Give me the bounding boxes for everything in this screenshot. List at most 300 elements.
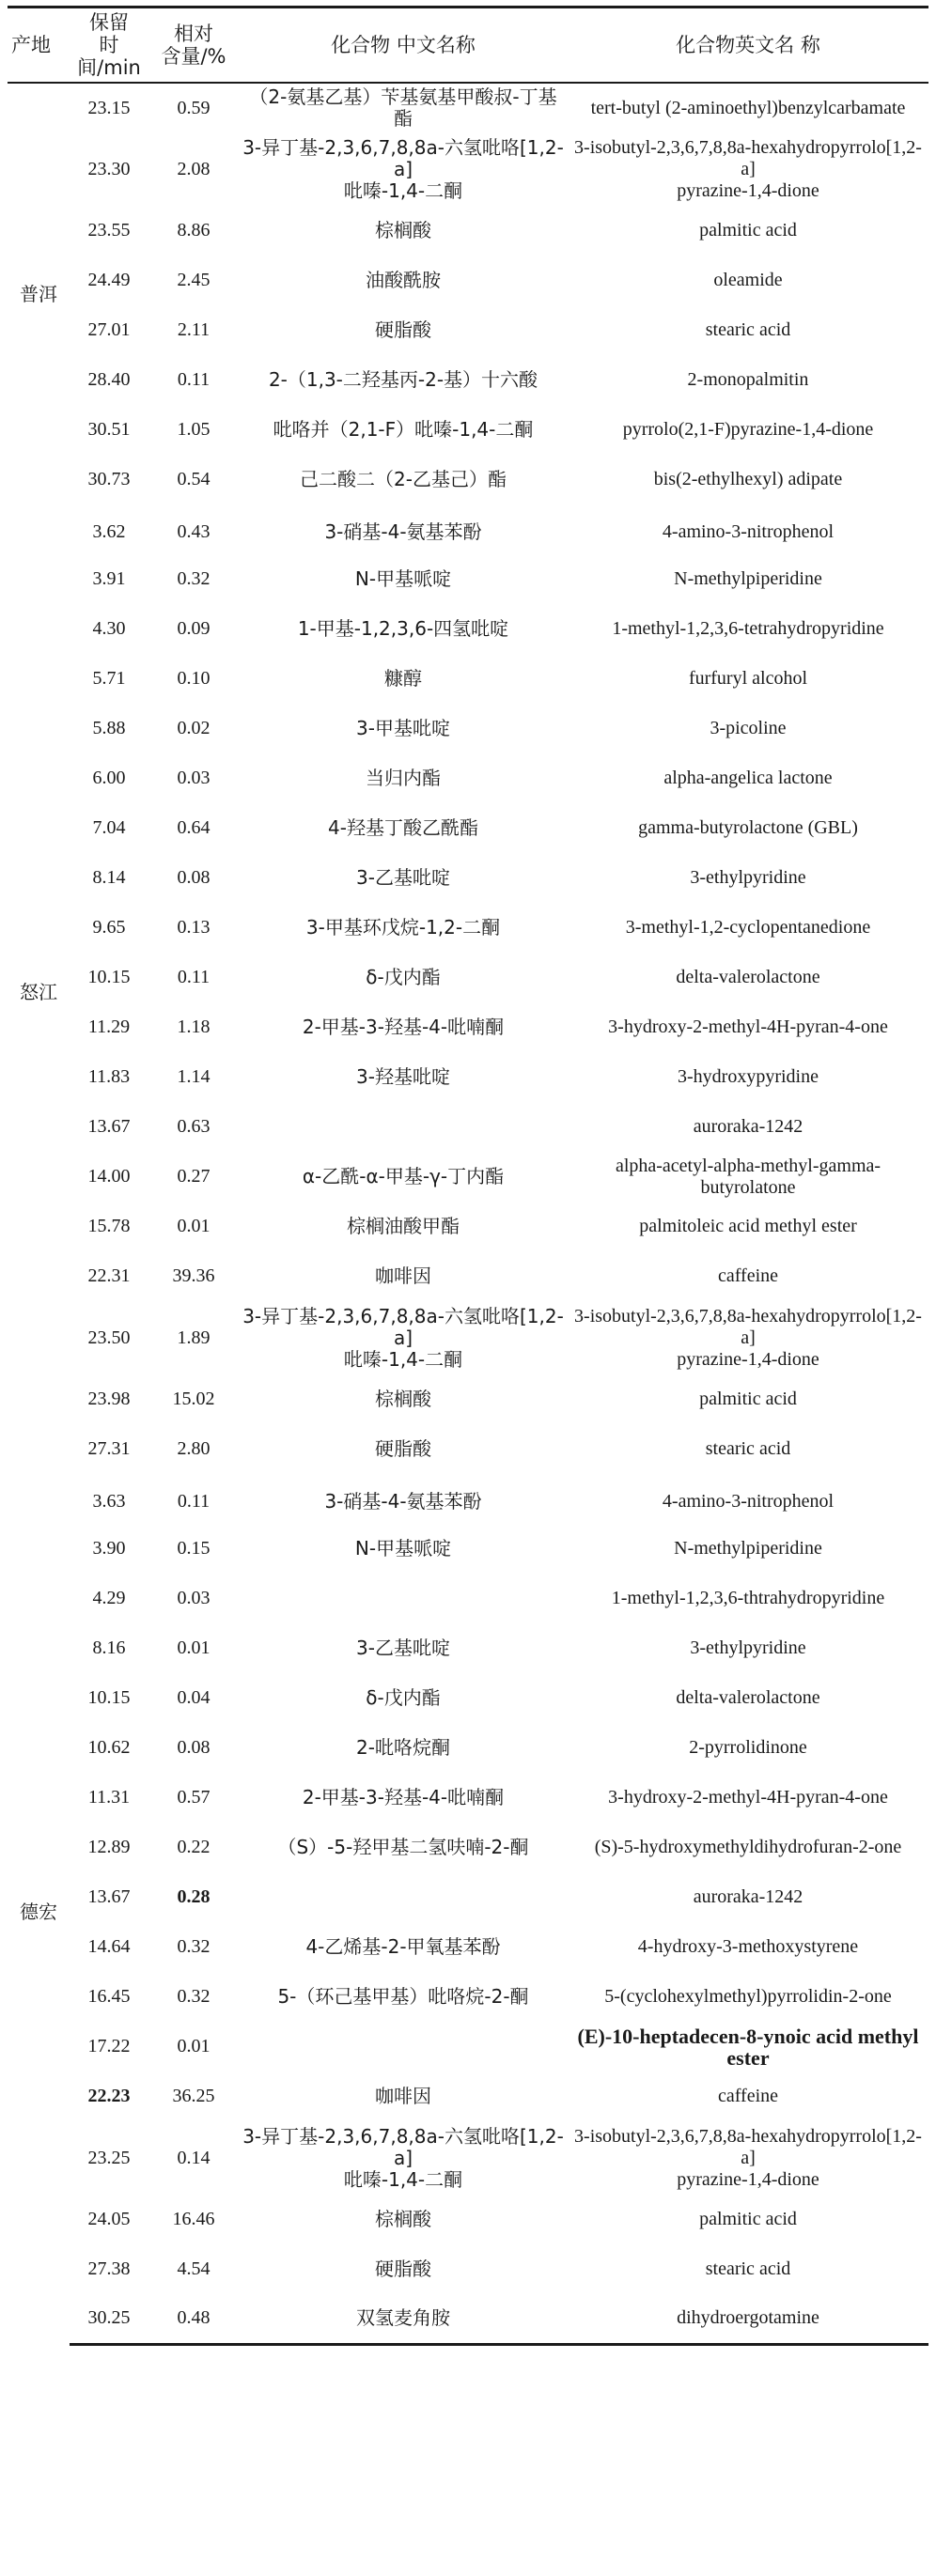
table-row <box>8 2121 928 2195</box>
chinese-name-cell-text: 硬脂酸 <box>375 1437 431 1460</box>
relative-content-cell: 0.14 <box>177 2147 211 2168</box>
english-name-cell-text: 3-isobutyl-2,3,6,7,8,8a-hexahydropyrrolo[1,2-a] <box>574 1305 922 1348</box>
english-name-cell-text: 5-(cyclohexylmethyl)pyrrolidin-2-one <box>604 1986 892 2007</box>
header-row <box>8 8 928 84</box>
chinese-name-cell <box>239 803 568 853</box>
relative-content-cell: 0.01 <box>177 2036 211 2056</box>
english-name-cell <box>568 853 928 903</box>
english-name-cell <box>568 1922 928 1972</box>
table-row <box>8 1052 928 1102</box>
relative-content-cell: 0.32 <box>177 1936 211 1957</box>
table-row <box>8 1251 928 1301</box>
english-name-cell-text: 3-methyl-1,2-cyclopentanedione <box>625 917 871 938</box>
relative-content-cell: 0.13 <box>177 917 211 938</box>
english-name-cell <box>568 1152 928 1202</box>
english-name-cell <box>568 1052 928 1102</box>
relative-content-cell: 0.57 <box>177 1787 211 1808</box>
chinese-name-cell <box>239 1374 568 1424</box>
retention-time-cell: 22.23 <box>87 2086 131 2106</box>
chinese-name-cell-text: 3-甲基吡啶 <box>356 717 450 739</box>
english-name-cell <box>568 604 928 654</box>
chinese-name-cell <box>239 1152 568 1202</box>
relative-content-cell: 0.11 <box>177 1491 211 1512</box>
english-name-cell <box>568 903 928 953</box>
relative-content-cell: 0.64 <box>177 817 211 838</box>
retention-time-cell: 24.05 <box>87 2209 131 2229</box>
table-row <box>8 83 928 132</box>
table-row <box>8 1823 928 1872</box>
relative-content-cell: 0.09 <box>177 618 211 639</box>
retention-time-cell: 5.88 <box>92 718 126 738</box>
relative-content-cell: 15.02 <box>172 1389 215 1409</box>
chinese-name-cell <box>239 554 568 604</box>
retention-time-cell: 23.55 <box>87 220 131 241</box>
chinese-name-cell <box>239 1673 568 1723</box>
chinese-name-cell-text: 双氢麦角胺 <box>356 2306 450 2330</box>
english-name-cell <box>568 1002 928 1052</box>
relative-content-cell: 1.05 <box>177 419 211 440</box>
chinese-name-cell <box>239 1474 568 1524</box>
english-name-cell-text: 1-methyl-1,2,3,6-tetrahydropyridine <box>612 618 884 639</box>
table-row <box>8 2022 928 2072</box>
chinese-name-cell-text: 4-乙烯基-2-甲氧基苯酚 <box>305 1935 501 1958</box>
english-name-cell <box>568 405 928 455</box>
chinese-name-cell-text: 3-乙基吡啶 <box>356 1637 450 1659</box>
english-name-cell-text: tert-butyl (2-aminoethyl)benzylcarbamate <box>590 97 906 118</box>
chinese-name-cell-text: δ-戊内酯 <box>366 966 441 988</box>
chinese-name-cell-text: 3-硝基-4-氨基苯酚 <box>324 1490 482 1513</box>
relative-content-cell: 16.46 <box>172 2209 215 2229</box>
table-row <box>8 953 928 1002</box>
retention-time-cell: 27.31 <box>87 1438 131 1459</box>
relative-content-cell: 2.11 <box>177 319 211 340</box>
chinese-name-cell <box>239 504 568 554</box>
retention-time-cell: 5.71 <box>92 668 126 689</box>
relative-content-cell: 0.28 <box>177 1886 211 1907</box>
chinese-name-cell-text: 吡嗪-1,4-二酮 <box>343 1347 463 1371</box>
chinese-name-cell <box>239 1052 568 1102</box>
english-name-cell-text: pyrazine-1,4-dione <box>677 1348 819 1370</box>
retention-time-cell: 27.38 <box>87 2258 131 2279</box>
header-relative-content-line1: 相对 <box>174 23 213 45</box>
retention-time-cell: 14.64 <box>87 1936 131 1957</box>
english-name-cell-text: 2-pyrrolidinone <box>689 1737 807 1758</box>
chinese-name-cell-text: 3-异丁基-2,3,6,7,8,8a-六氢吡咯[1,2-a] <box>242 2124 564 2169</box>
chinese-name-cell <box>239 206 568 256</box>
retention-time-cell: 12.89 <box>87 1837 131 1857</box>
english-name-cell-text: N-methylpiperidine <box>674 568 822 589</box>
relative-content-cell: 1.18 <box>177 1016 211 1037</box>
chinese-name-cell-text: N-甲基哌啶 <box>354 567 452 590</box>
english-name-cell-text: 1-methyl-1,2,3,6-thtrahydropyridine <box>611 1588 885 1608</box>
chinese-name-cell <box>239 1574 568 1623</box>
retention-time-cell: 30.25 <box>70 2294 148 2344</box>
english-name-cell <box>568 256 928 305</box>
chinese-name-cell-text: 5-（环己基甲基）吡咯烷-2-酮 <box>277 1985 529 2008</box>
chinese-name-cell-text: N-甲基哌啶 <box>354 1537 452 1560</box>
chinese-name-cell <box>239 2294 568 2344</box>
english-name-cell <box>568 704 928 753</box>
english-name-cell <box>568 2294 928 2344</box>
english-name-cell <box>568 455 928 504</box>
english-name-cell <box>568 2121 928 2195</box>
english-name-cell-text: caffeine <box>717 1265 779 1286</box>
relative-content-cell: 4.54 <box>177 2258 211 2279</box>
english-name-cell <box>568 554 928 604</box>
english-name-cell <box>568 1872 928 1922</box>
table-row <box>8 504 928 554</box>
table-row <box>8 2072 928 2121</box>
retention-time-cell: 10.62 <box>87 1737 131 1758</box>
retention-time-cell: 27.01 <box>87 319 131 340</box>
relative-content-cell: 39.36 <box>172 1265 215 1286</box>
relative-content-cell: 0.54 <box>177 469 211 489</box>
origin-cell: 怒江 <box>20 980 57 1003</box>
english-name-cell-text: palmitic acid <box>699 1389 797 1409</box>
english-name-cell-text: 2-monopalmitin <box>687 369 809 390</box>
retention-time-cell: 22.31 <box>87 1265 131 1286</box>
chinese-name-cell <box>239 1251 568 1301</box>
chinese-name-cell-text: 硬脂酸 <box>375 2258 431 2280</box>
retention-time-cell: 3.90 <box>92 1538 126 1559</box>
chinese-name-cell <box>239 1972 568 2022</box>
header-chinese-name: 化合物 中文名称 <box>239 8 568 84</box>
table-row <box>8 455 928 504</box>
table-row <box>8 1424 928 1474</box>
retention-time-cell: 11.31 <box>87 1787 131 1808</box>
chinese-name-cell-text: 3-异丁基-2,3,6,7,8,8a-六氢吡咯[1,2-a] <box>242 135 564 180</box>
chinese-name-cell <box>239 1202 568 1251</box>
table-row <box>8 1773 928 1823</box>
relative-content-cell: 0.03 <box>177 1588 211 1608</box>
chinese-name-cell <box>239 1524 568 1574</box>
table-row <box>8 1524 928 1574</box>
english-name-cell <box>568 1102 928 1152</box>
english-name-cell <box>568 1623 928 1673</box>
table-row <box>8 554 928 604</box>
retention-time-cell: 3.62 <box>92 521 126 542</box>
chinese-name-cell <box>239 2022 568 2072</box>
retention-time-cell: 24.49 <box>87 270 131 290</box>
english-name-cell <box>568 1723 928 1773</box>
chinese-name-cell <box>239 1922 568 1972</box>
origin-cell: 普洱 <box>20 282 57 305</box>
table-row <box>8 355 928 405</box>
chinese-name-cell <box>239 1102 568 1152</box>
table-row <box>8 1202 928 1251</box>
relative-content-cell: 1.14 <box>177 1066 211 1087</box>
chinese-name-cell-text: 糠醇 <box>384 667 422 690</box>
english-name-cell <box>568 305 928 355</box>
chinese-name-cell-text: 4-羟基丁酸乙酰酯 <box>328 816 478 839</box>
relative-content-cell: 0.02 <box>177 718 211 738</box>
english-name-cell-text: 4-hydroxy-3-methoxystyrene <box>637 1936 859 1957</box>
english-name-cell-text: 3-hydroxypyridine <box>678 1066 819 1087</box>
english-name-cell <box>568 1574 928 1623</box>
relative-content-cell: 0.15 <box>177 1538 211 1559</box>
header-retention-time-line2: 时间/min <box>77 34 141 79</box>
english-name-cell <box>568 2244 928 2294</box>
relative-content-cell: 0.11 <box>177 369 211 390</box>
retention-time-cell: 10.15 <box>87 1687 131 1708</box>
table-row <box>8 1922 928 1972</box>
english-name-cell-text: 3-picoline <box>710 718 787 738</box>
relative-content-cell: 8.86 <box>177 220 211 241</box>
table-row <box>8 1872 928 1922</box>
table-row <box>8 853 928 903</box>
english-name-cell <box>568 1251 928 1301</box>
table-row <box>8 753 928 803</box>
english-name-cell-text: stearic acid <box>705 1438 791 1459</box>
header-retention-time <box>70 8 148 84</box>
english-name-cell <box>568 1202 928 1251</box>
chinese-name-cell <box>239 405 568 455</box>
chinese-name-cell <box>239 2244 568 2294</box>
english-name-cell <box>568 1773 928 1823</box>
english-name-cell <box>568 1673 928 1723</box>
english-name-cell-text: N-methylpiperidine <box>674 1538 822 1559</box>
chinese-name-cell-text: 棕榈酸 <box>375 2208 431 2230</box>
english-name-cell-text: palmitic acid <box>699 220 797 241</box>
retention-time-cell: 23.30 <box>87 158 131 179</box>
relative-content-cell: 0.04 <box>177 1687 211 1708</box>
retention-time-cell: 13.67 <box>87 1116 131 1137</box>
english-name-cell <box>568 355 928 405</box>
chinese-name-cell <box>239 903 568 953</box>
relative-content-cell: 2.08 <box>177 158 211 179</box>
english-name-cell-text: stearic acid <box>705 319 791 340</box>
chinese-name-cell-text: 2-吡咯烷酮 <box>356 1736 450 1759</box>
english-name-cell-text: alpha-acetyl-alpha-methyl-gamma-butyrolatone <box>615 1155 881 1198</box>
chinese-name-cell <box>239 654 568 704</box>
chinese-name-cell <box>239 455 568 504</box>
table-row <box>8 1623 928 1673</box>
retention-time-cell: 3.91 <box>92 568 126 589</box>
retention-time-cell: 8.16 <box>92 1637 126 1658</box>
relative-content-cell: 0.03 <box>177 768 211 788</box>
retention-time-cell: 17.22 <box>87 2036 131 2056</box>
table-row <box>8 604 928 654</box>
table-row <box>8 1972 928 2022</box>
english-name-cell-text: 3-isobutyl-2,3,6,7,8,8a-hexahydropyrrolo[1,2-a] <box>574 136 922 179</box>
english-name-cell <box>568 132 928 206</box>
english-name-cell-text: delta-valerolactone <box>676 967 820 987</box>
table-row <box>8 1673 928 1723</box>
chinese-name-cell-text: 棕榈油酸甲酯 <box>347 1215 460 1237</box>
retention-time-cell: 4.29 <box>92 1588 126 1608</box>
chinese-name-cell-text: 油酸酰胺 <box>366 269 441 291</box>
retention-time-cell: 23.15 <box>87 97 131 118</box>
table-row <box>8 903 928 953</box>
english-name-cell-text: delta-valerolactone <box>676 1687 820 1708</box>
table-row <box>8 1474 928 1524</box>
table-row <box>8 132 928 206</box>
table-row <box>8 1301 928 1374</box>
relative-content-cell: 36.25 <box>172 2086 215 2106</box>
retention-time-cell: 10.15 <box>87 967 131 987</box>
chinese-name-cell-text: 3-乙基吡啶 <box>356 866 450 889</box>
english-name-cell-text: furfuryl alcohol <box>688 668 808 689</box>
table-row <box>8 2244 928 2294</box>
chinese-name-cell-text: 3-异丁基-2,3,6,7,8,8a-六氢吡咯[1,2-a] <box>242 1304 564 1349</box>
english-name-cell-text: auroraka-1242 <box>693 1886 803 1907</box>
chinese-name-cell <box>239 953 568 1002</box>
english-name-cell-text: bis(2-ethylhexyl) adipate <box>653 469 843 489</box>
relative-content-cell: 0.08 <box>177 867 211 888</box>
english-name-cell <box>568 1474 928 1524</box>
english-name-cell <box>568 1301 928 1374</box>
english-name-cell-text: oleamide <box>713 270 783 290</box>
retention-time-cell: 6.00 <box>92 768 126 788</box>
english-name-cell-text: pyrazine-1,4-dione <box>677 2168 819 2190</box>
relative-content-cell: 2.45 <box>177 270 211 290</box>
table-row <box>8 256 928 305</box>
retention-time-cell: 4.30 <box>92 618 126 639</box>
relative-content-cell: 0.22 <box>177 1837 211 1857</box>
chinese-name-cell-text: 棕榈酸 <box>375 1388 431 1410</box>
english-name-cell <box>568 753 928 803</box>
english-name-cell-text: palmitoleic acid methyl ester <box>639 1216 857 1236</box>
english-name-cell <box>568 2195 928 2244</box>
chinese-name-cell-text: δ-戊内酯 <box>366 1686 441 1709</box>
retention-time-cell: 23.25 <box>87 2147 131 2168</box>
english-name-cell-text: pyrazine-1,4-dione <box>677 179 819 201</box>
chinese-name-cell <box>239 256 568 305</box>
retention-time-cell: 9.65 <box>92 917 126 938</box>
relative-content-cell: 0.10 <box>177 668 211 689</box>
chinese-name-cell-text: 2-甲基-3-羟基-4-吡喃酮 <box>302 1786 505 1808</box>
chinese-name-cell-text: 3-甲基环戊烷-1,2-二酮 <box>305 916 501 939</box>
english-name-cell-text: 3-ethylpyridine <box>690 867 806 888</box>
english-name-cell <box>568 2022 928 2072</box>
english-name-cell-text: alpha-angelica lactone <box>663 768 833 788</box>
chinese-name-cell-text: 吡嗪-1,4-二酮 <box>343 2167 463 2191</box>
english-name-cell <box>568 2072 928 2121</box>
english-name-cell-text: pyrrolo(2,1-F)pyrazine-1,4-dione <box>622 419 874 440</box>
chinese-name-cell <box>239 853 568 903</box>
retention-time-cell: 8.14 <box>92 867 126 888</box>
english-name-cell-text: (S)-5-hydroxymethyldihydrofuran-2-one <box>594 1837 902 1857</box>
table-row <box>8 1374 928 1424</box>
retention-time-cell: 3.63 <box>92 1491 126 1512</box>
relative-content-cell: 0.01 <box>177 1637 211 1658</box>
header-relative-content-line2: 含量/% <box>161 45 226 68</box>
origin-cell: 德宏 <box>20 1900 57 1923</box>
relative-content-cell: 0.63 <box>177 1116 211 1137</box>
chinese-name-cell-text: 己二酸二（2-乙基己）酯 <box>300 468 507 490</box>
retention-time-cell: 7.04 <box>92 817 126 838</box>
compound-table <box>8 6 928 2346</box>
chinese-name-cell <box>239 604 568 654</box>
chinese-name-cell-text: 棕榈酸 <box>375 219 431 241</box>
chinese-name-cell <box>239 1623 568 1673</box>
english-name-cell <box>568 1524 928 1574</box>
chinese-name-cell-text: α-乙酰-α-甲基-γ-丁内酯 <box>302 1165 505 1187</box>
chinese-name-cell <box>239 355 568 405</box>
table-row <box>8 1102 928 1152</box>
header-retention-time-line1: 保留 <box>89 11 129 34</box>
table-row <box>8 654 928 704</box>
chinese-name-cell-text: （S）-5-羟甲基二氢呋喃-2-酮 <box>277 1836 529 1858</box>
relative-content-cell: 0.27 <box>177 1166 211 1187</box>
table-row <box>8 1723 928 1773</box>
english-name-cell-text: caffeine <box>717 2086 779 2106</box>
retention-time-cell: 11.29 <box>87 1016 131 1037</box>
english-name-cell <box>568 803 928 853</box>
chinese-name-cell <box>239 1424 568 1474</box>
chinese-name-cell-text: 2-（1,3-二羟基丙-2-基）十六酸 <box>268 368 538 391</box>
relative-content-cell: 0.11 <box>177 967 211 987</box>
chinese-name-cell-text: 1-甲基-1,2,3,6-四氢吡啶 <box>297 617 509 640</box>
table-body <box>8 83 928 2344</box>
chinese-name-cell <box>239 2121 568 2195</box>
retention-time-cell: 28.40 <box>87 369 131 390</box>
english-name-cell <box>568 953 928 1002</box>
english-name-cell <box>568 83 928 132</box>
english-name-cell <box>568 504 928 554</box>
retention-time-cell: 16.45 <box>87 1986 131 2007</box>
chinese-name-cell <box>239 1823 568 1872</box>
header-origin: 产地 <box>8 8 70 84</box>
chinese-name-cell-text: 咖啡因 <box>375 2085 431 2107</box>
english-name-cell-text: dihydroergotamine <box>677 2307 819 2329</box>
english-name-cell-text: 3-ethylpyridine <box>690 1637 806 1658</box>
chinese-name-cell <box>239 83 568 132</box>
english-name-cell <box>568 206 928 256</box>
relative-content-cell: 0.43 <box>177 521 211 542</box>
retention-time-cell: 13.67 <box>87 1886 131 1907</box>
table-row <box>8 206 928 256</box>
chinese-name-cell <box>239 1723 568 1773</box>
header-relative-content <box>148 8 239 84</box>
chinese-name-cell <box>239 1773 568 1823</box>
chinese-name-cell <box>239 2072 568 2121</box>
english-name-cell-text: stearic acid <box>705 2258 791 2279</box>
table-row <box>8 405 928 455</box>
english-name-cell-text: 3-hydroxy-2-methyl-4H-pyran-4-one <box>608 1016 888 1037</box>
retention-time-cell: 15.78 <box>87 1216 131 1236</box>
relative-content-cell: 0.59 <box>177 97 211 118</box>
relative-content-cell: 0.32 <box>177 1986 211 2007</box>
english-name-cell <box>568 654 928 704</box>
chinese-name-cell-text: （2-氨基乙基）苄基氨基甲酸叔-丁基酯 <box>249 85 557 130</box>
retention-time-cell: 30.51 <box>87 419 131 440</box>
english-name-cell-text: 4-amino-3-nitrophenol <box>662 521 835 542</box>
english-name-cell-text: 3-isobutyl-2,3,6,7,8,8a-hexahydropyrrolo[1,2-a] <box>574 2125 922 2168</box>
english-name-cell <box>568 1972 928 2022</box>
relative-content-cell: 0.01 <box>177 1216 211 1236</box>
chinese-name-cell-text: 2-甲基-3-羟基-4-吡喃酮 <box>302 1016 505 1038</box>
chinese-name-cell-text: 3-硝基-4-氨基苯酚 <box>324 520 482 543</box>
chinese-name-cell-text: 吡咯并（2,1-F）吡嗪-1,4-二酮 <box>273 418 534 441</box>
retention-time-cell: 23.98 <box>87 1389 131 1409</box>
chinese-name-cell <box>239 132 568 206</box>
chinese-name-cell-text: 吡嗪-1,4-二酮 <box>343 178 463 202</box>
retention-time-cell: 11.83 <box>87 1066 131 1087</box>
chinese-name-cell <box>239 704 568 753</box>
chinese-name-cell <box>239 305 568 355</box>
english-name-cell-text: auroraka-1242 <box>693 1116 803 1137</box>
chinese-name-cell <box>239 753 568 803</box>
english-name-cell-text: 3-hydroxy-2-methyl-4H-pyran-4-one <box>608 1787 888 1808</box>
english-name-cell-text: (E)-10-heptadecen-8-ynoic acid methyl ester <box>577 2024 919 2070</box>
chinese-name-cell <box>239 1872 568 1922</box>
table-row <box>8 305 928 355</box>
english-name-cell-text: 4-amino-3-nitrophenol <box>662 1491 835 1512</box>
table-row <box>8 1002 928 1052</box>
table-row <box>8 1152 928 1202</box>
english-name-cell-text: palmitic acid <box>699 2209 797 2229</box>
